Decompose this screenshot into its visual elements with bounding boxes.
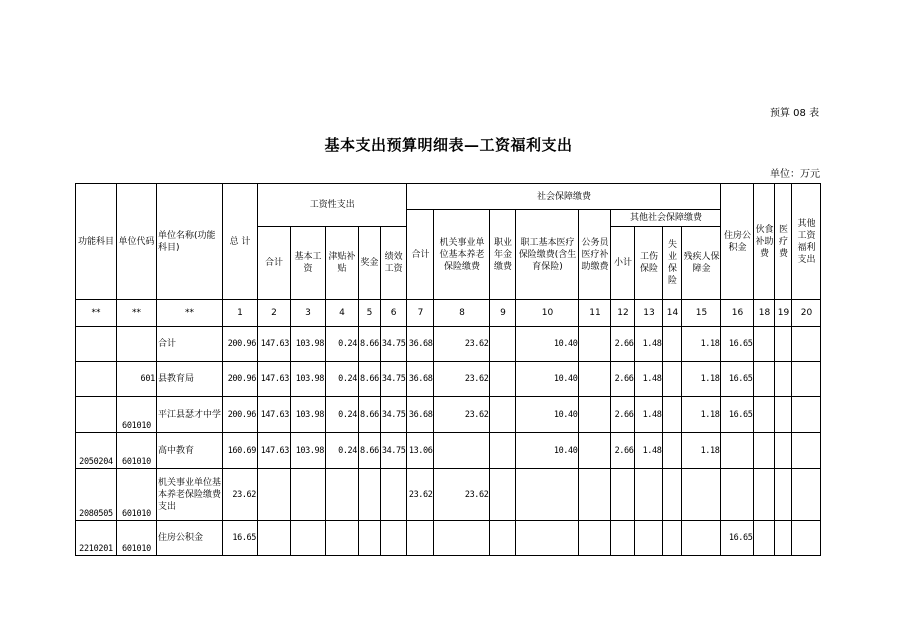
value-cell-occ xyxy=(490,521,516,556)
value-cell-perf: 34.75 xyxy=(380,397,407,433)
header-pension: 机关事业单位基本养老保险缴费 xyxy=(434,210,490,300)
value-cell-pension: 23.62 xyxy=(434,397,490,433)
value-cell-med: 10.40 xyxy=(516,433,579,469)
value-cell-occ xyxy=(490,327,516,362)
header-occupational: 职业年金缴费 xyxy=(490,210,516,300)
header-unit-name: 单位名称(功能科目) xyxy=(157,184,223,300)
column-index-cell: 5 xyxy=(359,300,381,327)
column-index-cell: ** xyxy=(76,300,117,327)
value-cell-social: 13.06 xyxy=(407,433,434,469)
column-index-cell: 6 xyxy=(380,300,407,327)
table-row xyxy=(76,469,821,521)
value-cell-perf xyxy=(380,469,407,521)
value-cell-civil xyxy=(579,327,611,362)
column-index-cell: 9 xyxy=(490,300,516,327)
column-index-row xyxy=(76,300,821,327)
value-cell-basic: 103.98 xyxy=(291,433,326,469)
value-cell-meal xyxy=(754,433,775,469)
value-cell-med xyxy=(516,469,579,521)
unit-name-cell: 机关事业单位基本养老保险缴费支出 xyxy=(157,469,223,521)
value-cell-total: 200.96 xyxy=(223,327,258,362)
value-cell-housing: 16.65 xyxy=(721,521,754,556)
column-index-cell: 16 xyxy=(721,300,754,327)
unit-code-cell: 601010 xyxy=(117,397,157,433)
value-cell-unemp xyxy=(663,469,682,521)
value-cell-bonus xyxy=(359,521,381,556)
column-index-cell: 3 xyxy=(291,300,326,327)
value-cell-civil xyxy=(579,469,611,521)
value-cell-osub xyxy=(611,469,635,521)
value-cell-dis: 1.18 xyxy=(682,327,721,362)
value-cell-dis xyxy=(682,521,721,556)
header-med-fee: 医疗费 xyxy=(775,184,792,300)
value-cell-civil xyxy=(579,362,611,397)
value-cell-bonus xyxy=(359,469,381,521)
value-cell-dis xyxy=(682,469,721,521)
value-cell-inj xyxy=(635,521,663,556)
column-index-cell: 13 xyxy=(635,300,663,327)
table-row xyxy=(76,433,821,469)
header-other-social-group: 其他社会保障缴费 xyxy=(611,210,721,227)
value-cell-unemp xyxy=(663,327,682,362)
header-performance: 绩效工资 xyxy=(380,227,407,300)
header-wage-subtotal: 合计 xyxy=(258,227,291,300)
value-cell-allow: 0.24 xyxy=(326,433,359,469)
header-injury: 工伤保险 xyxy=(635,227,663,300)
value-cell-medfee xyxy=(775,469,792,521)
value-cell-osub: 2.66 xyxy=(611,362,635,397)
value-cell-osub: 2.66 xyxy=(611,327,635,362)
value-cell-inj xyxy=(635,469,663,521)
value-cell-total: 200.96 xyxy=(223,397,258,433)
value-cell-social xyxy=(407,521,434,556)
value-cell-perf: 34.75 xyxy=(380,433,407,469)
unit-name-cell: 平江县瑟才中学 xyxy=(157,397,223,433)
value-cell-wage: 147.63 xyxy=(258,433,291,469)
value-cell-housing xyxy=(721,433,754,469)
value-cell-meal xyxy=(754,469,775,521)
header-social-subtotal: 合计 xyxy=(407,210,434,300)
unit-code-cell: 601010 xyxy=(117,433,157,469)
value-cell-housing xyxy=(721,469,754,521)
value-cell-wage xyxy=(258,521,291,556)
value-cell-occ xyxy=(490,362,516,397)
value-cell-meal xyxy=(754,397,775,433)
unit-name-cell: 住房公积金 xyxy=(157,521,223,556)
header-func-subject: 功能科目 xyxy=(76,184,117,300)
value-cell-meal xyxy=(754,521,775,556)
value-cell-total: 160.69 xyxy=(223,433,258,469)
header-basic-wage: 基本工资 xyxy=(291,227,326,300)
value-cell-other xyxy=(792,469,821,521)
unit-name-cell: 县教育局 xyxy=(157,362,223,397)
column-index-cell: 4 xyxy=(326,300,359,327)
unit-code-cell: 601 xyxy=(117,362,157,397)
value-cell-pension: 23.62 xyxy=(434,469,490,521)
column-index-cell: 14 xyxy=(663,300,682,327)
value-cell-med: 10.40 xyxy=(516,397,579,433)
header-social-group: 社会保障缴费 xyxy=(407,184,721,210)
value-cell-medfee xyxy=(775,327,792,362)
header-total: 总 计 xyxy=(223,184,258,300)
value-cell-pension: 23.62 xyxy=(434,327,490,362)
value-cell-dis: 1.18 xyxy=(682,433,721,469)
column-index-cell: 2 xyxy=(258,300,291,327)
value-cell-housing: 16.65 xyxy=(721,327,754,362)
value-cell-housing: 16.65 xyxy=(721,397,754,433)
header-unemployment: 失业保险 xyxy=(663,227,682,300)
value-cell-med xyxy=(516,521,579,556)
value-cell-civil xyxy=(579,521,611,556)
value-cell-medfee xyxy=(775,521,792,556)
value-cell-wage: 147.63 xyxy=(258,397,291,433)
value-cell-perf xyxy=(380,521,407,556)
value-cell-other xyxy=(792,397,821,433)
value-cell-civil xyxy=(579,397,611,433)
value-cell-civil xyxy=(579,433,611,469)
value-cell-osub xyxy=(611,521,635,556)
column-index-cell: ** xyxy=(117,300,157,327)
value-cell-meal xyxy=(754,327,775,362)
value-cell-basic xyxy=(291,521,326,556)
unit-code-cell: 601010 xyxy=(117,469,157,521)
value-cell-inj: 1.48 xyxy=(635,362,663,397)
value-cell-social: 23.62 xyxy=(407,469,434,521)
value-cell-wage: 147.63 xyxy=(258,362,291,397)
func-subject-cell xyxy=(76,327,117,362)
value-cell-total: 23.62 xyxy=(223,469,258,521)
column-index-cell: 18 xyxy=(754,300,775,327)
column-index-cell: 15 xyxy=(682,300,721,327)
header-meal: 伙食补助费 xyxy=(754,184,775,300)
unit-name-cell: 高中教育 xyxy=(157,433,223,469)
value-cell-other xyxy=(792,433,821,469)
column-index-cell: ** xyxy=(157,300,223,327)
value-cell-dis: 1.18 xyxy=(682,397,721,433)
page-title: 基本支出预算明细表—工资福利支出 xyxy=(324,136,573,154)
header-other-welfare: 其他工资福利支出 xyxy=(792,184,821,300)
column-index-cell: 20 xyxy=(792,300,821,327)
value-cell-total: 16.65 xyxy=(223,521,258,556)
value-cell-social: 36.68 xyxy=(407,327,434,362)
value-cell-medfee xyxy=(775,397,792,433)
value-cell-bonus: 8.66 xyxy=(359,397,381,433)
value-cell-total: 200.96 xyxy=(223,362,258,397)
column-index-cell: 19 xyxy=(775,300,792,327)
value-cell-perf: 34.75 xyxy=(380,362,407,397)
table-row xyxy=(76,327,821,362)
func-subject-cell: 2080505 xyxy=(76,469,117,521)
unit-label: 单位：万元 xyxy=(770,169,820,180)
value-cell-unemp xyxy=(663,362,682,397)
value-cell-bonus: 8.66 xyxy=(359,433,381,469)
value-cell-occ xyxy=(490,469,516,521)
value-cell-inj: 1.48 xyxy=(635,397,663,433)
value-cell-medfee xyxy=(775,433,792,469)
column-index-cell: 12 xyxy=(611,300,635,327)
header-civil-medical: 公务员医疗补助缴费 xyxy=(579,210,611,300)
value-cell-allow xyxy=(326,469,359,521)
value-cell-allow: 0.24 xyxy=(326,327,359,362)
value-cell-inj: 1.48 xyxy=(635,327,663,362)
value-cell-basic: 103.98 xyxy=(291,362,326,397)
value-cell-wage: 147.63 xyxy=(258,327,291,362)
header-allowance: 津贴补贴 xyxy=(326,227,359,300)
unit-code-cell: 601010 xyxy=(117,521,157,556)
value-cell-med: 10.40 xyxy=(516,362,579,397)
value-cell-basic: 103.98 xyxy=(291,397,326,433)
table-row xyxy=(76,362,821,397)
value-cell-bonus: 8.66 xyxy=(359,327,381,362)
func-subject-cell xyxy=(76,397,117,433)
value-cell-other xyxy=(792,362,821,397)
value-cell-wage xyxy=(258,469,291,521)
value-cell-basic xyxy=(291,469,326,521)
value-cell-occ xyxy=(490,397,516,433)
value-cell-other xyxy=(792,327,821,362)
value-cell-unemp xyxy=(663,521,682,556)
value-cell-allow: 0.24 xyxy=(326,362,359,397)
header-medical: 职工基本医疗保险缴费(含生育保险) xyxy=(516,210,579,300)
value-cell-occ xyxy=(490,433,516,469)
value-cell-pension: 23.62 xyxy=(434,362,490,397)
column-index-cell: 7 xyxy=(407,300,434,327)
value-cell-inj: 1.48 xyxy=(635,433,663,469)
value-cell-pension xyxy=(434,521,490,556)
value-cell-allow: 0.24 xyxy=(326,397,359,433)
value-cell-meal xyxy=(754,362,775,397)
value-cell-med: 10.40 xyxy=(516,327,579,362)
func-subject-cell: 2210201 xyxy=(76,521,117,556)
unit-name-cell: 合计 xyxy=(157,327,223,362)
value-cell-medfee xyxy=(775,362,792,397)
func-subject-cell xyxy=(76,362,117,397)
value-cell-osub: 2.66 xyxy=(611,433,635,469)
table-row xyxy=(76,521,821,556)
form-number: 预算 08 表 xyxy=(770,108,820,119)
header-unit-code: 单位代码 xyxy=(117,184,157,300)
func-subject-cell: 2050204 xyxy=(76,433,117,469)
header-housing: 住房公积金 xyxy=(721,184,754,300)
value-cell-perf: 34.75 xyxy=(380,327,407,362)
value-cell-bonus: 8.66 xyxy=(359,362,381,397)
column-index-cell: 10 xyxy=(516,300,579,327)
column-index-cell: 1 xyxy=(223,300,258,327)
value-cell-unemp xyxy=(663,397,682,433)
value-cell-basic: 103.98 xyxy=(291,327,326,362)
unit-code-cell xyxy=(117,327,157,362)
value-cell-other xyxy=(792,521,821,556)
value-cell-osub: 2.66 xyxy=(611,397,635,433)
value-cell-social: 36.68 xyxy=(407,362,434,397)
table-row xyxy=(76,397,821,433)
value-cell-pension xyxy=(434,433,490,469)
column-index-cell: 8 xyxy=(434,300,490,327)
value-cell-dis: 1.18 xyxy=(682,362,721,397)
value-cell-social: 36.68 xyxy=(407,397,434,433)
budget-table xyxy=(75,183,821,556)
column-index-cell: 11 xyxy=(579,300,611,327)
header-other-subtotal: 小计 xyxy=(611,227,635,300)
value-cell-housing: 16.65 xyxy=(721,362,754,397)
value-cell-unemp xyxy=(663,433,682,469)
header-bonus: 奖金 xyxy=(359,227,381,300)
header-wage-group: 工资性支出 xyxy=(258,184,407,227)
value-cell-allow xyxy=(326,521,359,556)
header-disability: 残疾人保障金 xyxy=(682,227,721,300)
